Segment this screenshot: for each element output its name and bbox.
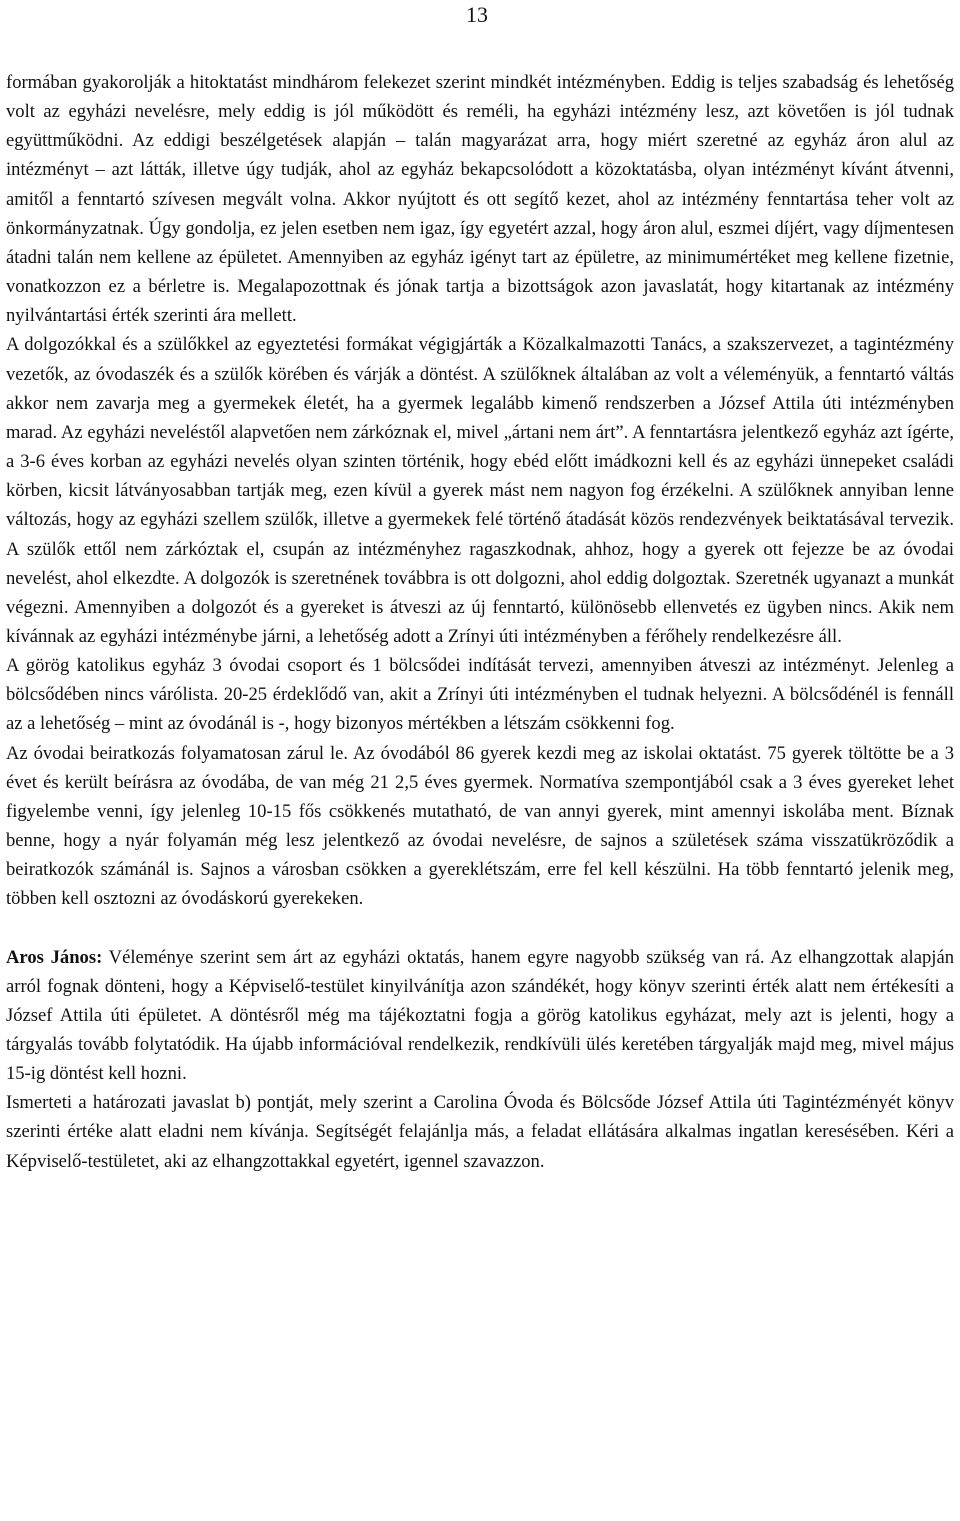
paragraph-hatarozati-javaslat: Ismerteti a határozati javaslat b) pontját, mely szerint a Carolina Óvoda és Bölcsőde József Attila úti Tagintézményét könyv szerinti értéke alatt eladni nem kívánja. Segítségét felajánlja más, a feladat ellátására alkalmas ingatlan keresésében. Kéri a Képviselő-testületet, aki az elhangzottakkal egyetért, igennel szavazzon.: [6, 1092, 954, 1172]
document-body: [6, 68, 954, 1176]
paragraph-hitoktatas: formában gyakorolják a hitoktatást mindhárom felekezet szerint mindkét intézményben. Eddig is teljes szabadság és lehetőség volt az egyházi nevelésre, mely eddig is jól működött és reméli, ha egyházi intézmény lesz, azt követően is jól tudnak együttműködni. Az eddigi beszélgetések alapján – talán magyarázat arra, hogy miért szeretné az egyház áron alul az intézményt – azt látták, illetve úgy tudják, ahol az egyház bekapcsolódott a közoktatásba, olyan intézményt kívánt átvenni, amitől a fenntartó szívesen megvált volna. Akkor nyújtott és ott segítő kezet, ahol az intézmény fenntartása teher volt az önkormányzatnak. Úgy gondolja, ez jelen esetben nem igaz, így egyetért azzal, hogy áron alul, eszmei díjért, vagy díjmentesen átadni talán nem kellene az épületet. Amennyiben az egyház igényt tart az épületre, az minimumértéket meg kellene fizetnie, vonatkozzon ez a bérletre is. Megalapozottnak és jónak tartja a bizottságok azon javaslatát, hogy kitartanak az intézmény nyilvántartási érték szerinti ára mellett.: [6, 72, 954, 327]
paragraph-egyeztetes: A dolgozókkal és a szülőkkel az egyeztetési formákat végigjárták a Közalkalmazotti Tanács, a szakszervezet, a tagintézmény vezetők, az óvodaszék és a szülők körében és várják a döntést. A szülőknek általában az volt a véleményük, a fenntartó váltás akkor nem zavarja meg a gyermekek életét, ha a gyermek legalább kimenő rendszerben a József Attila úti intézményben marad. Az egyházi neveléstől alapvetően nem zárkóznak el, mivel „ártani nem árt”. A fenntartásra jelentkező egyház azt ígérte, a 3-6 éves korban az egyházi nevelés olyan szinten történik, hogy ebéd előtt imádkozni kell és az egyházi ünnepeket családi körben, kicsit látványosabban tartják meg, ezen kívül a gyerek mást nem nagyon fog érzékelni. A szülőknek annyiban lenne változás, hogy az egyházi szellem szülők, illetve a gyermekek felé történő átadását közös rendezvények beiktatásával tervezik. A szülők ettől nem zárkóztak el, csupán az intézményhez ragaszkodnak, ahhoz, hogy a gyerek ott fejezze be az óvodai nevelést, ahol elkezdte. A dolgozók is szeretnének továbbra is ott dolgozni, ahol eddig dolgoztak. Szeretnék ugyanazt a munkát végezni. Amennyiben a dolgozót és a gyereket is átveszi az új fenntartó, különösebb ellenvetés ez ügyben nincs. Akik nem kívánnak az egyházi intézménybe járni, a lehetőség adott a Zrínyi úti intézményben a férőhely rendelkezésre áll.: [6, 334, 954, 647]
paragraph-beiratkozas: Az óvodai beiratkozás folyamatosan zárul le. Az óvodából 86 gyerek kezdi meg az iskolai oktatást. 75 gyerek töltötte be a 3 évet és került beírásra az óvodába, de van még 21 2,5 éves gyermek. Normatíva szempontjából csak a 3 éves gyereket lehet figyelembe venni, így jelenleg 10-15 fős csökkenés mutatható, de van annyi gyerek, mint amennyi iskolába ment. Bíznak benne, hogy a nyár folyamán még lesz jelentkező az óvodai nevelésre, de sajnos a születések száma visszatükröződik a beiratkozók számánál is. Sajnos a városban csökken a gyereklétszám, erre fel kell készülni. Ha több fenntartó jelenik meg, többen kell osztozni az óvodáskorú gyerekeken.: [6, 742, 954, 910]
speaker-name: Aros János:: [6, 946, 103, 968]
page-number: 13: [466, 2, 488, 27]
paragraph-gorog-katolikus: A görög katolikus egyház 3 óvodai csoport és 1 bölcsődei indítását tervezi, amennyiben átveszi az intézményt. Jelenleg a bölcsődében nincs várólista. 20-25 érdeklődő van, akit a Zrínyi úti intézményben el tudnak helyezni. A bölcsődénél is fennáll az a lehetőség – mint az óvodánál is -, hogy bizonyos mértékben a létszám csökkenni fog.: [6, 655, 954, 735]
speaker-paragraph: [6, 943, 954, 1089]
speaker-statement: Véleménye szerint sem árt az egyházi oktatás, hanem egyre nagyobb szükség van rá. Az elhangzottak alapján arról fognak dönteni, hogy a Képviselő-testület kinyilvánítja azon szándékét, hogy könyv szerinti érték alatt nem értékesíti a József Attila úti épületet. A döntésről még ma tájékoztatni fogja a görög katolikus egyházat, mely azt is jelenti, hogy a tárgyalás tovább folytatódik. Ha újabb információval rendelkezik, rendkívüli ülés keretében tárgyalják majd meg, mivel május 15-ig döntést kell hozni.: [6, 946, 954, 1085]
